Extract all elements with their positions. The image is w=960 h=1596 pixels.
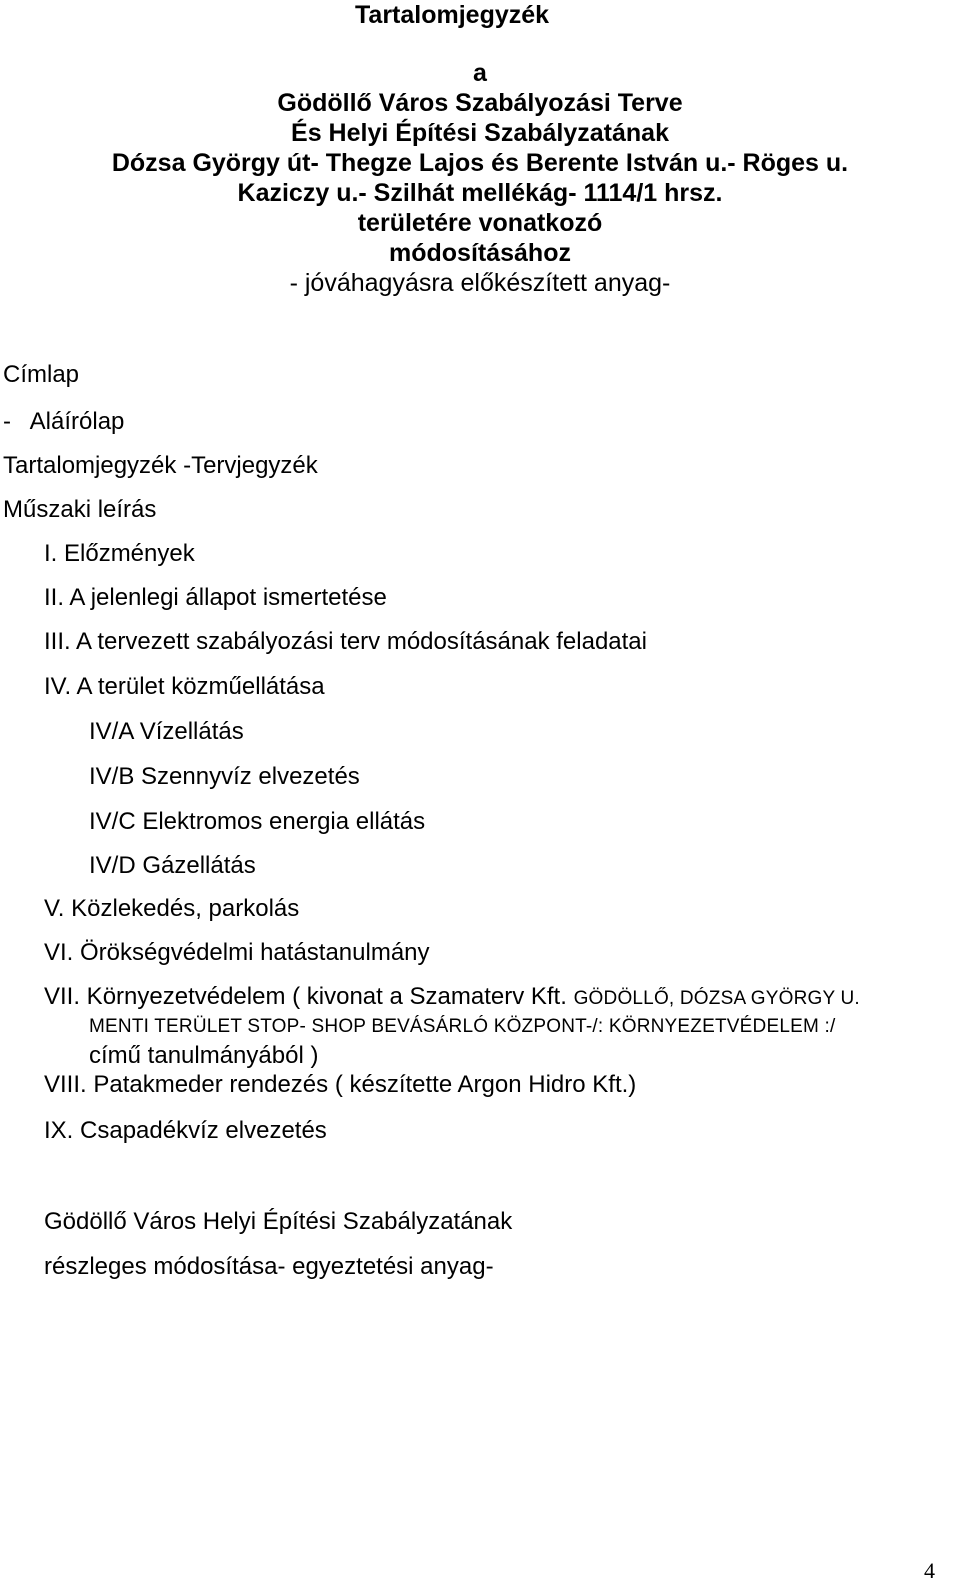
footer-subtitle: részleges módosítása- egyeztetési anyag- (44, 1253, 494, 1280)
toc-item-vizellatas: IV/A Vízellátás (89, 718, 244, 745)
kornyezetvedelem-prefix: VII. Környezetvédelem ( kivonat a Szamaterv Kft. (44, 983, 574, 1010)
kornyezetvedelem-ending: című tanulmányából ) (89, 1042, 319, 1069)
plan-subtitle: - jóváhagyásra előkészített anyag- (289, 269, 671, 297)
toc-item-kozlekedes: V. Közlekedés, parkolás (44, 895, 300, 922)
toc-item-orokseg: VI. Örökségvédelmi hatástanulmány (44, 939, 430, 966)
plan-title-line: És Helyi Építési Szabályzatának (291, 119, 669, 147)
plan-title-line: a (473, 59, 487, 87)
toc-item-elektromos: IV/C Elektromos energia ellátás (89, 808, 426, 835)
plan-title-line: Gödöllő Város Szabályozási Terve (277, 89, 683, 117)
toc-item-patakmeder: VIII. Patakmeder rendezés ( készítette Argon Hidro Kft.) (44, 1071, 637, 1098)
document-heading: Tartalomjegyzék (355, 1, 550, 29)
toc-item-muszaki-leiras: Műszaki leírás (3, 496, 157, 523)
kornyezetvedelem-smallcaps: GÖDÖLLŐ, DÓZSA GYÖRGY U. (573, 988, 860, 1009)
toc-item-alairolap: - Aláírólap (3, 408, 125, 435)
toc-item-szennyviz: IV/B Szennyvíz elvezetés (89, 763, 360, 790)
plan-title-line: Kaziczy u.- Szilhát mellékág- 1114/1 hrsz. (237, 179, 723, 207)
toc-item-jelenlegi-allapot: II. A jelenlegi állapot ismertetése (44, 584, 387, 611)
toc-item-kornyezetvedelem (44, 983, 860, 1013)
toc-item-elozmenyek: I. Előzmények (44, 540, 195, 567)
page-number: 4 (924, 1558, 935, 1583)
toc-item-tervezett-feladatai: III. A tervezett szabályozási terv módosításának feladatai (44, 628, 647, 655)
plan-title-line: módosításához (389, 239, 571, 267)
toc-item-tartalomjegyzek: Tartalomjegyzék -Tervjegyzék (3, 452, 318, 479)
toc-item-gazellatas: IV/D Gázellátás (89, 852, 256, 879)
toc-item-kozmuellatas: IV. A terület közműellátása (44, 673, 325, 700)
toc-item-cimlap: Címlap (3, 361, 80, 388)
footer-title: Gödöllő Város Helyi Építési Szabályzatának (44, 1208, 513, 1235)
toc-item-csapadekviz: IX. Csapadékvíz elvezetés (44, 1117, 327, 1144)
plan-title-line: területére vonatkozó (357, 209, 603, 237)
plan-title-line: Dózsa György út- Thegze Lajos és Berente István u.- Röges u. (111, 149, 849, 177)
kornyezetvedelem-continuation: MENTI TERÜLET STOP- SHOP BEVÁSÁRLÓ KÖZPONT-/: KÖRNYEZETVÉDELEM :/ (89, 1016, 836, 1037)
